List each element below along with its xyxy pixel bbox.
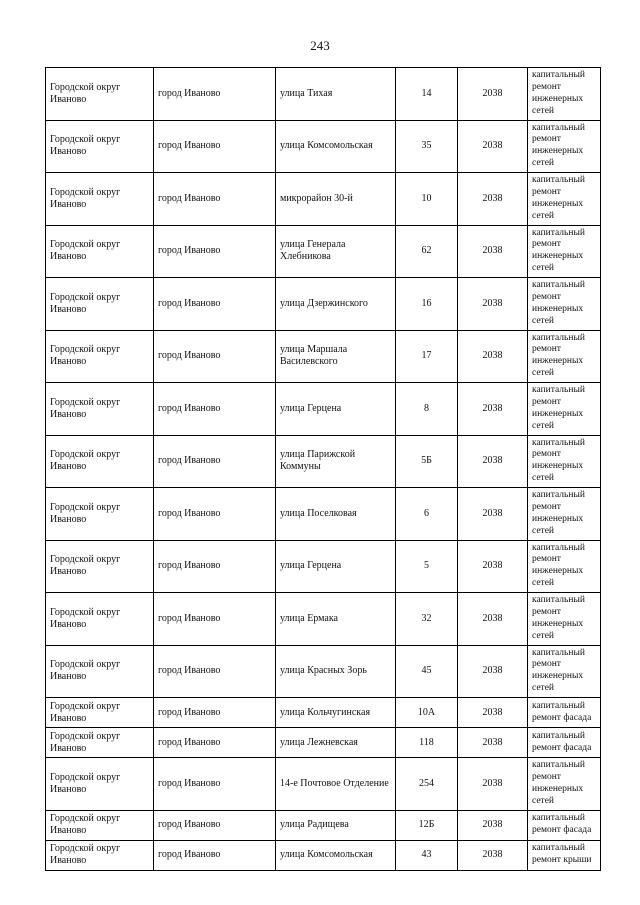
year-cell: 2038 <box>458 698 528 728</box>
table-row <box>46 330 601 383</box>
city-cell: город Иваново <box>154 698 276 728</box>
year-cell: 2038 <box>458 810 528 840</box>
year-cell: 2038 <box>458 225 528 278</box>
street-cell: улица Генерала Хлебникова <box>276 225 396 278</box>
table-row <box>46 698 601 728</box>
work-type-cell: капитальный ремонт инженерных сетей <box>528 120 601 173</box>
city-cell: город Иваново <box>154 225 276 278</box>
house-cell: 16 <box>396 278 458 331</box>
okrug-cell: Городской округ Иваново <box>46 488 154 541</box>
house-cell: 8 <box>396 383 458 436</box>
work-type-cell: капитальный ремонт инженерных сетей <box>528 225 601 278</box>
city-cell: город Иваново <box>154 645 276 698</box>
work-type-cell: капитальный ремонт инженерных сетей <box>528 758 601 811</box>
table-row <box>46 120 601 173</box>
house-cell: 14 <box>396 68 458 121</box>
table-row <box>46 225 601 278</box>
house-cell: 17 <box>396 330 458 383</box>
street-cell: улица Дзержинского <box>276 278 396 331</box>
work-type-cell: капитальный ремонт инженерных сетей <box>528 278 601 331</box>
year-cell: 2038 <box>458 540 528 593</box>
year-cell: 2038 <box>458 68 528 121</box>
okrug-cell: Городской округ Иваново <box>46 278 154 331</box>
street-cell: улица Радищева <box>276 810 396 840</box>
city-cell: город Иваново <box>154 540 276 593</box>
year-cell: 2038 <box>458 330 528 383</box>
work-type-cell: капитальный ремонт инженерных сетей <box>528 383 601 436</box>
year-cell: 2038 <box>458 645 528 698</box>
city-cell: город Иваново <box>154 810 276 840</box>
street-cell: улица Тихая <box>276 68 396 121</box>
street-cell: улица Кольчугинская <box>276 698 396 728</box>
city-cell: город Иваново <box>154 593 276 646</box>
house-cell: 254 <box>396 758 458 811</box>
table-row <box>46 173 601 226</box>
year-cell: 2038 <box>458 435 528 488</box>
work-type-cell: капитальный ремонт инженерных сетей <box>528 173 601 226</box>
house-cell: 35 <box>396 120 458 173</box>
table-row <box>46 68 601 121</box>
table-row <box>46 593 601 646</box>
house-cell: 10А <box>396 698 458 728</box>
table-row <box>46 758 601 811</box>
city-cell: город Иваново <box>154 173 276 226</box>
house-cell: 5 <box>396 540 458 593</box>
house-cell: 43 <box>396 840 458 870</box>
work-type-cell: капитальный ремонт фасада <box>528 728 601 758</box>
street-cell: микрорайон 30-й <box>276 173 396 226</box>
table-row <box>46 488 601 541</box>
okrug-cell: Городской округ Иваново <box>46 728 154 758</box>
table-row <box>46 278 601 331</box>
work-type-cell: капитальный ремонт инженерных сетей <box>528 435 601 488</box>
house-cell: 32 <box>396 593 458 646</box>
city-cell: город Иваново <box>154 120 276 173</box>
city-cell: город Иваново <box>154 758 276 811</box>
street-cell: улица Герцена <box>276 383 396 436</box>
table-row <box>46 810 601 840</box>
city-cell: город Иваново <box>154 278 276 331</box>
city-cell: город Иваново <box>154 728 276 758</box>
okrug-cell: Городской округ Иваново <box>46 593 154 646</box>
work-type-cell: капитальный ремонт крыши <box>528 840 601 870</box>
work-type-cell: капитальный ремонт инженерных сетей <box>528 68 601 121</box>
year-cell: 2038 <box>458 383 528 436</box>
work-type-cell: капитальный ремонт инженерных сетей <box>528 645 601 698</box>
street-cell: улица Лежневская <box>276 728 396 758</box>
table-row <box>46 728 601 758</box>
table-row <box>46 645 601 698</box>
okrug-cell: Городской округ Иваново <box>46 698 154 728</box>
okrug-cell: Городской округ Иваново <box>46 840 154 870</box>
street-cell: улица Маршала Василевского <box>276 330 396 383</box>
city-cell: город Иваново <box>154 488 276 541</box>
year-cell: 2038 <box>458 758 528 811</box>
street-cell: улица Красных Зорь <box>276 645 396 698</box>
city-cell: город Иваново <box>154 330 276 383</box>
okrug-cell: Городской округ Иваново <box>46 120 154 173</box>
house-cell: 118 <box>396 728 458 758</box>
table-row <box>46 435 601 488</box>
okrug-cell: Городской округ Иваново <box>46 68 154 121</box>
table-row <box>46 540 601 593</box>
city-cell: город Иваново <box>154 840 276 870</box>
okrug-cell: Городской округ Иваново <box>46 225 154 278</box>
city-cell: город Иваново <box>154 383 276 436</box>
okrug-cell: Городской округ Иваново <box>46 330 154 383</box>
work-type-cell: капитальный ремонт инженерных сетей <box>528 540 601 593</box>
street-cell: улица Герцена <box>276 540 396 593</box>
work-type-cell: капитальный ремонт фасада <box>528 810 601 840</box>
work-type-cell: капитальный ремонт инженерных сетей <box>528 488 601 541</box>
house-cell: 62 <box>396 225 458 278</box>
street-cell: улица Комсомольская <box>276 120 396 173</box>
house-cell: 45 <box>396 645 458 698</box>
work-type-cell: капитальный ремонт фасада <box>528 698 601 728</box>
year-cell: 2038 <box>458 593 528 646</box>
house-cell: 10 <box>396 173 458 226</box>
street-cell: улица Парижской Коммуны <box>276 435 396 488</box>
year-cell: 2038 <box>458 728 528 758</box>
street-cell: 14-е Почтовое Отделение <box>276 758 396 811</box>
okrug-cell: Городской округ Иваново <box>46 810 154 840</box>
city-cell: город Иваново <box>154 435 276 488</box>
okrug-cell: Городской округ Иваново <box>46 758 154 811</box>
registry-rows <box>46 68 601 871</box>
year-cell: 2038 <box>458 488 528 541</box>
street-cell: улица Поселковая <box>276 488 396 541</box>
table-row <box>46 840 601 870</box>
okrug-cell: Городской округ Иваново <box>46 540 154 593</box>
year-cell: 2038 <box>458 278 528 331</box>
city-cell: город Иваново <box>154 68 276 121</box>
street-cell: улица Комсомольская <box>276 840 396 870</box>
year-cell: 2038 <box>458 120 528 173</box>
okrug-cell: Городской округ Иваново <box>46 173 154 226</box>
okrug-cell: Городской округ Иваново <box>46 435 154 488</box>
house-cell: 6 <box>396 488 458 541</box>
okrug-cell: Городской округ Иваново <box>46 383 154 436</box>
work-type-cell: капитальный ремонт инженерных сетей <box>528 593 601 646</box>
street-cell: улица Ермака <box>276 593 396 646</box>
page-number: 243 <box>310 38 330 53</box>
house-cell: 5Б <box>396 435 458 488</box>
table-row <box>46 383 601 436</box>
house-cell: 12Б <box>396 810 458 840</box>
okrug-cell: Городской округ Иваново <box>46 645 154 698</box>
registry-table <box>45 67 601 871</box>
year-cell: 2038 <box>458 840 528 870</box>
work-type-cell: капитальный ремонт инженерных сетей <box>528 330 601 383</box>
year-cell: 2038 <box>458 173 528 226</box>
